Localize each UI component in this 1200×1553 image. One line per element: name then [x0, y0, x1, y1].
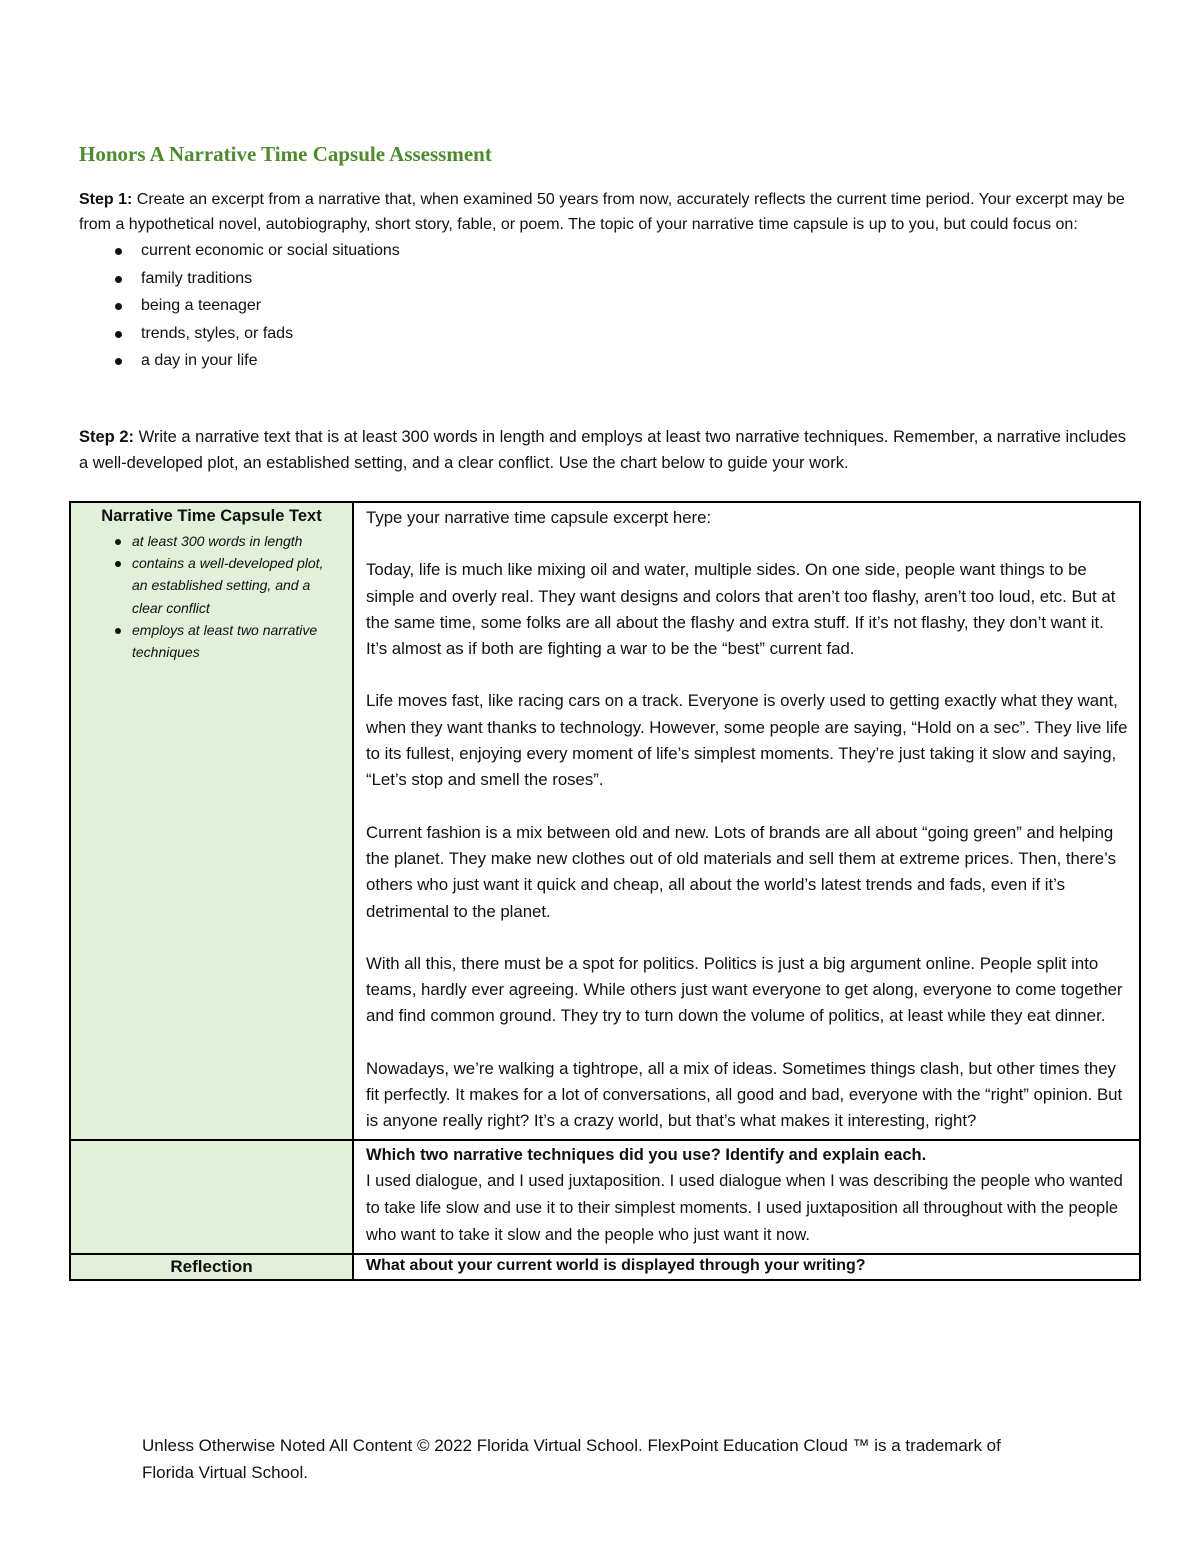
- narrative-paragraph: Life moves fast, like racing cars on a track. Everyone is overly used to getting exactly what they want, when they want thanks to technology. However, some people are saying, “Hold on a sec”. They live life to its fullest, enjoying every moment of life’s simplest moments. They’re just taking it slow and saying, “Let’s stop and smell the roses”.: [366, 691, 1128, 790]
- requirements-heading: Narrative Time Capsule Text: [101, 507, 322, 525]
- step-2-instructions: [79, 425, 1139, 476]
- topic-list: [79, 237, 1139, 375]
- copyright-footer: Unless Otherwise Noted All Content © 2022 Florida Virtual School. FlexPoint Education Cloud ™ is a trademark of Florida Virtual School.: [142, 1436, 1001, 1482]
- step-1-instructions: [79, 188, 1139, 237]
- step-2-text: Write a narrative text that is at least 300 words in length and employs at least two narrative techniques. Remember, a narrative includes a well-developed plot, an established setting, and a clear conflict. Use the chart below to guide your work.: [79, 428, 1127, 472]
- list-item: contains a well-developed plot, an established setting, and a clear conflict: [71, 552, 352, 619]
- table-row: [70, 502, 1140, 1140]
- list-item: employs at least two narrative techniques: [71, 619, 352, 663]
- step-1-section: [79, 188, 1139, 375]
- reflection-question: What about your current world is displayed through your writing?: [366, 1256, 866, 1274]
- requirements-cell: [70, 502, 353, 1140]
- page-title: Honors A Narrative Time Capsule Assessment: [79, 142, 492, 166]
- narrative-response-cell[interactable]: [353, 502, 1140, 1140]
- list-item: at least 300 words in length: [71, 530, 352, 552]
- list-item: a day in your life: [79, 347, 1139, 375]
- reflection-label: Reflection: [170, 1256, 253, 1276]
- narrative-paragraph: With all this, there must be a spot for politics. Politics is just a big argument online. People split into teams, hardly ever agreeing. While others just want everyone to get along, everyone to come together and find common ground. They try to turn down the volume of politics, at least while they eat dinner.: [366, 953, 1123, 1026]
- step-1-text: Create an excerpt from a narrative that, when examined 50 years from now, accurately reflects the current time period. Your excerpt may be from a hypothetical novel, autobiography, short story, fable, or poem. The topic of your narrative time capsule is up to you, but could focus on:: [79, 191, 1125, 233]
- requirements-list: [71, 530, 352, 663]
- list-item: trends, styles, or fads: [79, 320, 1139, 348]
- techniques-answer: I used dialogue, and I used juxtaposition. I used dialogue when I was describing the people who wanted to take life slow and use it to their simplest moments. I used juxtaposition all throughout with the people who want to take it slow and the people who just want it now.: [366, 1171, 1123, 1244]
- list-item: current economic or social situations: [79, 237, 1139, 265]
- techniques-response-cell[interactable]: [353, 1140, 1140, 1254]
- list-item: family traditions: [79, 265, 1139, 293]
- reflection-label-cell: [70, 1254, 353, 1280]
- empty-label-cell: [70, 1140, 353, 1254]
- narrative-paragraph: Nowadays, we’re walking a tightrope, all a mix of ideas. Sometimes things clash, but other times they fit perfectly. It makes for a lot of conversations, all good and bad, everyone with the “right” opinion. But is anyone really right? It’s a crazy world, but that’s what makes it interesting, right?: [366, 1058, 1123, 1131]
- narrative-prompt: Type your narrative time capsule excerpt here:: [366, 508, 712, 527]
- techniques-question: Which two narrative techniques did you use? Identify and explain each.: [366, 1145, 927, 1164]
- table-row: [70, 1254, 1140, 1280]
- assessment-table: [69, 501, 1141, 1281]
- step-2-label: Step 2:: [79, 428, 135, 446]
- table-row: [70, 1140, 1140, 1254]
- narrative-paragraph: Current fashion is a mix between old and new. Lots of brands are all about “going green” and helping the planet. They make new clothes out of old materials and sell them at extreme prices. Then, there’s others who just want it quick and cheap, all about the world’s latest trends and fads, even if it’s detrimental to the planet.: [366, 822, 1116, 921]
- step-1-label: Step 1:: [79, 191, 133, 208]
- list-item: being a teenager: [79, 292, 1139, 320]
- reflection-response-cell[interactable]: [353, 1254, 1140, 1280]
- narrative-paragraph: Today, life is much like mixing oil and water, multiple sides. On one side, people want things to be simple and overly real. They want designs and colors that aren’t too flashy, aren’t too loud, etc. But at the same time, some folks are all about the flashy and extra stuff. If it’s not flashy, they don’t want it. It’s almost as if both are fighting a war to be the “best” current fad.: [366, 560, 1116, 659]
